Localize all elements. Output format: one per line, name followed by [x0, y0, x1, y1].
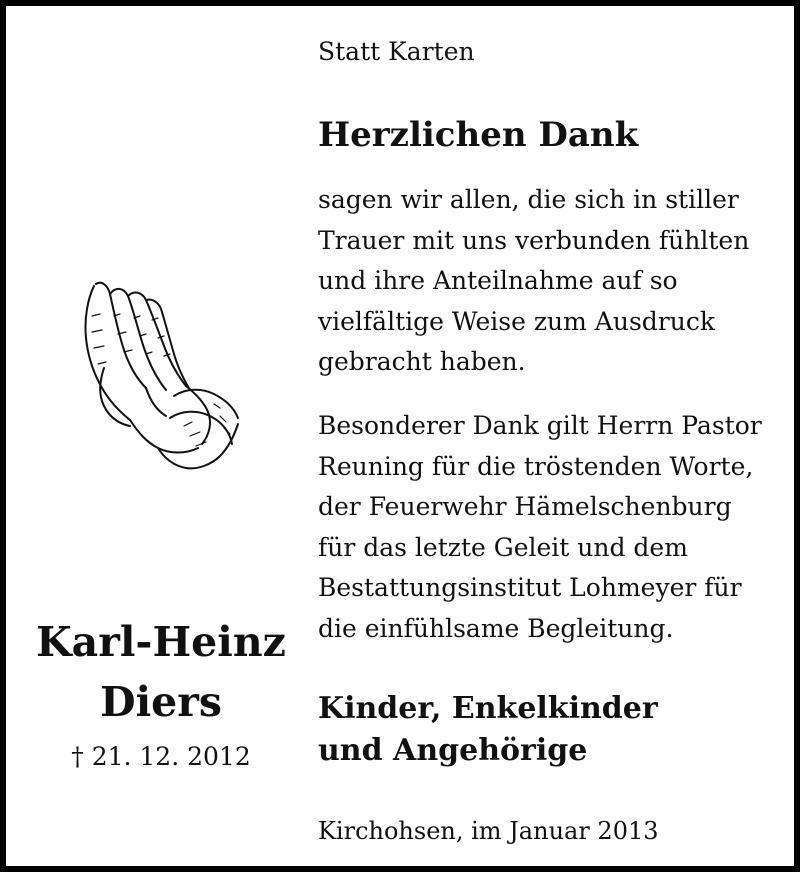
- paragraph-line: sagen wir allen, die sich in stiller: [318, 185, 739, 214]
- thank-you-heading: Herzlichen Dank: [318, 115, 639, 155]
- death-date: † 21. 12. 2012: [71, 742, 251, 771]
- paragraph-line: Reuning für die tröstenden Worte,: [318, 451, 754, 481]
- paragraph-line: für das letzte Geleit und dem: [318, 532, 688, 562]
- praying-hands-icon: [74, 276, 244, 476]
- paragraph-line: vielfältige Weise zum Ausdruck: [318, 306, 715, 336]
- paragraph-line: der Feuerwehr Hämelschenburg: [318, 492, 732, 521]
- paragraph-line: Besonderer Dank gilt Herrn Pastor: [318, 411, 762, 440]
- place-and-date: Kirchohsen, im Januar 2013: [318, 817, 659, 845]
- deceased-last-name: Diers: [100, 678, 222, 726]
- paragraph-line: und ihre Anteilnahme auf so: [318, 266, 678, 295]
- paragraph-line: Trauer mit uns verbunden fühlten: [318, 225, 750, 255]
- family-signature: [318, 688, 658, 772]
- special-thanks-paragraph: [318, 406, 762, 649]
- signature-line: und Angehörige: [318, 733, 588, 768]
- thank-you-paragraph: [318, 180, 749, 383]
- signature-line: Kinder, Enkelkinder: [318, 691, 658, 726]
- intro-text: Statt Karten: [318, 37, 475, 66]
- paragraph-line: die einfühlsame Begleitung.: [318, 613, 674, 643]
- paragraph-line: Bestattungsinstitut Lohmeyer für: [318, 573, 742, 602]
- deceased-first-name: Karl-Heinz: [36, 618, 286, 666]
- paragraph-line: gebracht haben.: [318, 347, 526, 376]
